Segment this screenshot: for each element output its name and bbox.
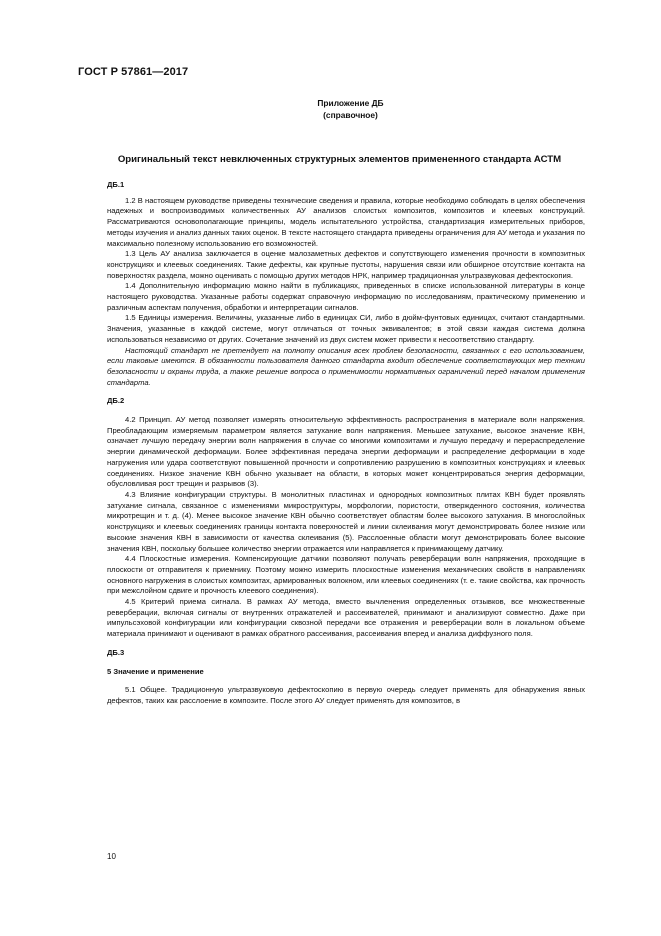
paragraph-4-5: 4.5 Критерий приема сигнала. В рамках АУ метода, вместо вычленения определенных отзывков, все множественные реверберации, включая сигналы от внутренних отражателей и рассеивателей, принимают и анализируют совместно. Даже при импульсэховой конфигурации или конфигурации сквозной передачи все отражения и реверберации волн в локальном объеме материала принимают и оценивают в рамках обратного рассеивания, рассеивания вперед и анализа диффузного поля. [107, 597, 585, 639]
paragraph-1-2: 1.2 В настоящем руководстве приведены технические сведения и правила, которые необходимо соблюдать в целях обеспечения надежных и воспроизводимых количественных АУ анализов слоистых композитов, композитов и клеевых конструкций. Рассматриваются основополагающие принципы, модель испытательного устройства, стандартизация измерительных приборов, методы изучения и анализ данных таких оценок. В тексте настоящего стандарта приведены ограничения для АУ метода и указания по максимально полезному использованию его возможностей. [107, 195, 585, 248]
section-heading-db3: ДБ.3 [107, 647, 125, 657]
paragraph-1-4: 1.4 Дополнительную информацию можно найти в публикациях, приведенных в списке использованной литературы в конце настоящего руководства. Указанные работы содержат справочную информацию по исследованиям, практическому применению и различным аспектам получения, обработки и интерпретации сигналов. [107, 281, 585, 312]
appendix-title: Приложение ДБ [317, 98, 384, 108]
paragraph-safety-note: Настоящий стандарт не претендует на полноту описания всех проблем безопасности, связанных с его использованием, если таковые имеются. В обязанности пользователя данного стандарта входит обеспечение соответствующих мер техники безопасности и охраны труда, а также решение вопроса о применимости нормативных ограничений перед началом применения стандарта. [107, 345, 585, 387]
standard-header: ГОСТ Р 57861—2017 [78, 66, 189, 78]
section-heading-db1: ДБ.1 [107, 180, 125, 189]
paragraph-4-3: 4.3 Влияние конфигурации структуры. В монолитных пластинах и однородных композитных плитах КВН будет проявлять затухание сигнала, связанное с изменениями микроструктуры, морфологии, пористости, отвержденного состояния, количества микротрещин и т. д. (4). Менее высокое значение КВН обычно соответствует областям более высокого затухания. В многослойных конструкциях и клеевых соединениях границы контакта поверхностей и линии склеивания могут демонстрировать более низкие или высокие значения КВН в зависимости от качества склеивания (5). Расслоенные области могут демонстрировать более высокие значения КВН, поскольку большее количество энергии отражается или направляется к принимающему датчику. [107, 489, 585, 553]
paragraph-5-1: 5.1 Общее. Традиционную ультразвуковую дефектоскопию в первую очередь следует применять для обнаружения явных дефектов, таких как расслоение в композите. После этого АУ следует применять для композитов, в [107, 685, 585, 705]
paragraph-4-4: 4.4 Плоскостные измерения. Компенсирующие датчики позволяют получать реверберации волн напряжения, проходящие в плоскости от отправителя к приемнику. Поэтому можно измерить плоскостные изменения механических свойств в направлениях основного нагружения в слоистых композитах, армированных волокном, или клеевых соединениях (т. е. такие свойства, как прочность при межслойном сдвиге и прочность клеевого соединения). [107, 554, 585, 596]
section-heading-5: 5 Значение и применение [107, 666, 204, 676]
section-heading-db2: ДБ.2 [107, 396, 125, 406]
paragraph-1-5: 1.5 Единицы измерения. Величины, указанные либо в единицах СИ, либо в дюйм-фунтовых единицах, считают стандартными. Значения, указанные в каждой системе, могут отличаться от точных эквивалентов; в этой связи каждая система должна использоваться независимо от других. Сочетание значений из двух систем может привести к несоответствию стандарту. [107, 313, 585, 344]
page-number: 10 [107, 852, 116, 861]
paragraph-1-3: 1.3 Цель АУ анализа заключается в оценке малозаметных дефектов и сопутствующего изменения прочности в композитных конструкциях и клеевых соединениях. Такие дефекты, как крупные пустоты, нарушения связи или обширное отсутствие контакта на поверхностях раздела, можно оценивать с помощью других методов НРК, например традиционная ультразвуковая дефектоскопия. [107, 249, 585, 280]
document-title: Оригинальный текст невключенных структурных элементов примененного стандарта АСТМ [117, 154, 562, 165]
paragraph-4-2: 4.2 Принцип. АУ метод позволяет измерять относительную эффективность распространения в материале волн напряжения. Преобладающим измеряемым параметром является затухание волн напряжения. Меньшее затухание, высокое значение КВН, означает лучшую передачу энергии волн напряжения в случае со многими композитами и лучшую передачу и перераспределение энергии динамической деформации. Более эффективная передача энергии деформации и распределение деформации в ходе нагружения или удара соответствуют повышенной прочности и сопротивлению разрушению в композитных конструкциях и клеевых соединениях. Низкое значение КВН обычно указывает на области, в которых может концентрироваться энергия деформации, обусловливая рост трещин и разрывов (3). [107, 415, 585, 489]
appendix-type: (справочное) [323, 110, 378, 120]
document-body [107, 180, 585, 707]
